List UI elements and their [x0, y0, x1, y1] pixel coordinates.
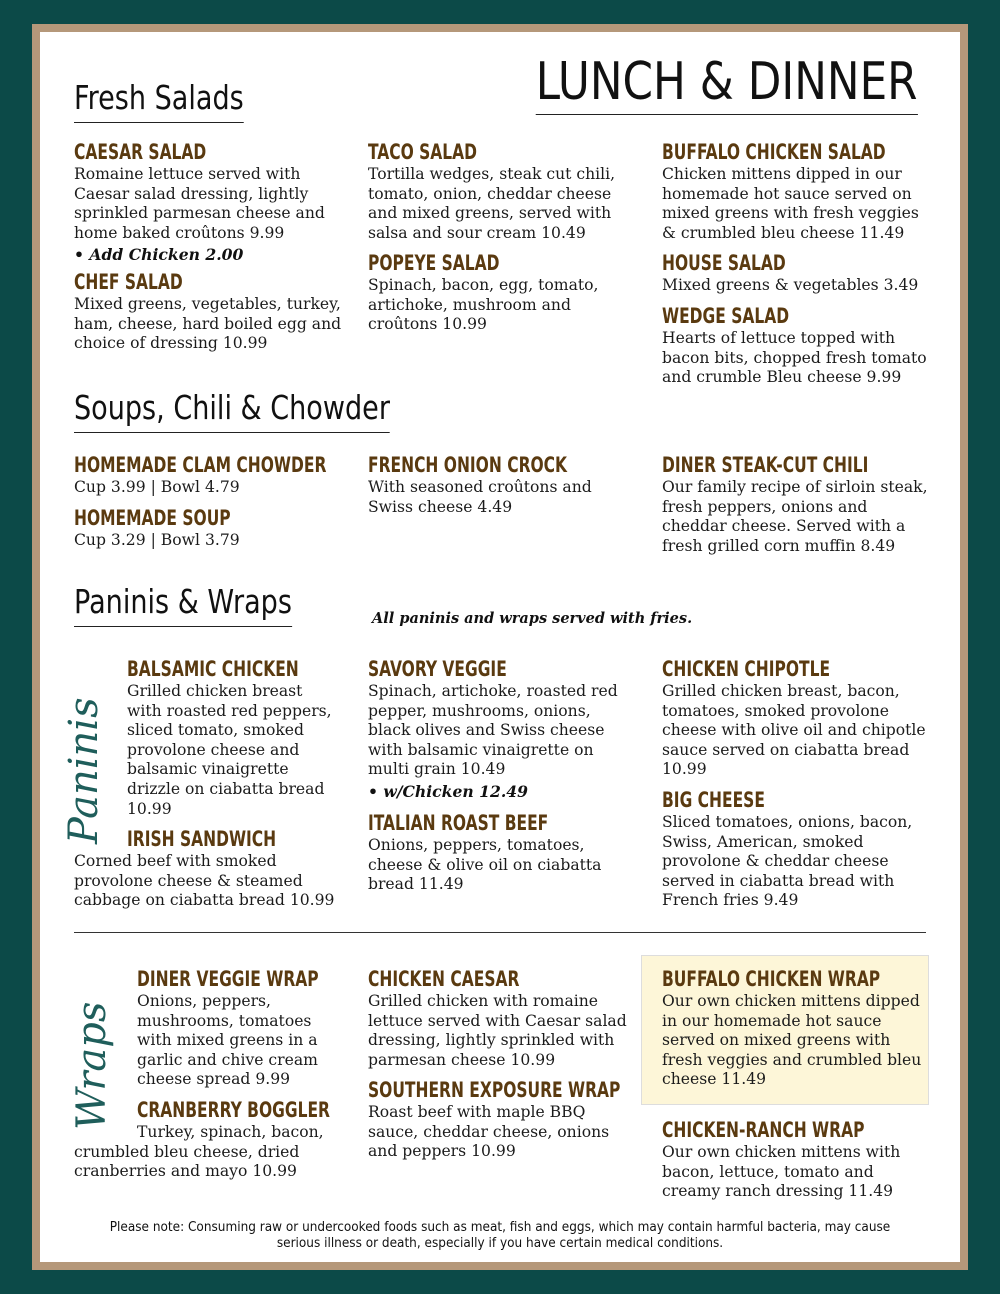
item-name: CAESAR SALAD	[74, 140, 207, 164]
menu-item	[127, 657, 342, 819]
menu-item	[368, 140, 636, 243]
served-with-note: All paninis and wraps served with fries.	[372, 610, 693, 627]
item-name: BIG CHEESE	[662, 788, 765, 812]
menu-item	[662, 1118, 936, 1202]
menu-item	[368, 657, 636, 802]
menu-item	[662, 140, 936, 243]
item-name: BUFFALO CHICKEN WRAP	[662, 967, 881, 991]
item-description: Cup 3.29 | Bowl 3.79	[74, 531, 240, 549]
item-name: WEDGE SALAD	[662, 304, 790, 328]
menu-item	[74, 270, 342, 354]
paninis-side-label: Paninis	[61, 697, 107, 844]
page-title: LUNCH & DINNER	[536, 52, 918, 115]
menu-item	[662, 453, 936, 556]
item-addon: • Add Chicken 2.00	[74, 245, 244, 265]
item-description: Onions, peppers, tomatoes, cheese & olive oil on ciabatta bread 11.49	[368, 836, 602, 894]
item-name: CHICKEN-RANCH WRAP	[662, 1118, 865, 1142]
menu-item	[662, 788, 936, 911]
item-description: Corned beef with smoked provolone cheese & steamed cabbage on ciabatta bread 10.99	[74, 852, 335, 910]
section-title-paninis: Paninis & Wraps	[74, 582, 292, 627]
item-name: SOUTHERN EXPOSURE WRAP	[368, 1078, 621, 1102]
item-name: POPEYE SALAD	[368, 251, 500, 275]
section-title-salads: Fresh Salads	[74, 78, 244, 123]
item-description: Spinach, bacon, egg, tomato, artichoke, mushroom and croûtons 10.99	[368, 276, 599, 334]
item-name: DINER VEGGIE WRAP	[137, 967, 319, 991]
item-description: Onions, peppers, mushrooms, tomatoes with mixed greens in a garlic and chive cream cheese spread 9.99	[137, 992, 318, 1089]
item-description: Grilled chicken with romaine lettuce served with Caesar salad dressing, lightly sprinkled with parmesan cheese 10.99	[368, 992, 627, 1069]
item-name: CRANBERRY BOGGLER	[137, 1098, 330, 1122]
item-description: Spinach, artichoke, roasted red pepper, mushrooms, onions, black olives and Swiss cheese with balsamic vinaigrette on multi grain 10.49	[368, 682, 618, 779]
item-name: BUFFALO CHICKEN SALAD	[662, 140, 886, 164]
section-title-soups: Soups, Chili & Chowder	[74, 388, 390, 433]
menu-item	[74, 453, 342, 498]
menu-item	[74, 827, 342, 911]
item-description: Our own chicken mittens dipped in our homemade hot sauce served on mixed greens with fresh veggies and crumbled bleu cheese 11.49	[662, 992, 922, 1089]
item-description: Our family recipe of sirloin steak, fresh peppers, onions and cheddar cheese. Served with a fresh grilled corn muffin 8.49	[662, 478, 928, 555]
item-description: Chicken mittens dipped in our homemade hot sauce served on mixed greens with fresh veggies & crumbled bleu cheese 11.49	[662, 165, 919, 242]
menu-item	[368, 811, 636, 895]
item-name: DINER STEAK-CUT CHILI	[662, 453, 869, 477]
item-description: Grilled chicken breast, bacon, tomatoes, smoked provolone cheese with olive oil and chipotle sauce served on ciabatta bread 10.99	[662, 682, 926, 779]
menu-item	[368, 251, 636, 335]
item-name: BALSAMIC CHICKEN	[127, 657, 299, 681]
menu-item	[368, 967, 636, 1070]
item-description: Turkey, spinach, bacon, crumbled bleu cheese, dried cranberries and mayo 10.99	[74, 1123, 324, 1181]
item-name: HOMEMADE CLAM CHOWDER	[74, 453, 327, 477]
menu-item	[662, 967, 924, 1090]
item-name: SAVORY VEGGIE	[368, 657, 507, 681]
item-description: Mixed greens & vegetables 3.49	[662, 276, 919, 294]
item-name: IRISH SANDWICH	[127, 827, 277, 851]
item-description: Sliced tomatoes, onions, bacon, Swiss, American, smoked provolone & cheddar cheese served in ciabatta bread with French fries 9.49	[662, 813, 913, 910]
item-description: Mixed greens, vegetables, turkey, ham, cheese, hard boiled egg and choice of dressing 10.99	[74, 295, 342, 353]
item-description: Hearts of lettuce topped with bacon bits, chopped fresh tomato and crumble Bleu cheese 9.99	[662, 329, 927, 387]
menu-item	[662, 657, 936, 780]
menu-item	[74, 506, 342, 551]
menu-item	[74, 1098, 342, 1182]
item-name: HOUSE SALAD	[662, 251, 786, 275]
item-description: Cup 3.99 | Bowl 4.79	[74, 478, 240, 496]
health-disclaimer: Please note: Consuming raw or undercooked foods such as meat, fish and eggs, which may contain harmful bacteria, may cause serious illness or death, especially if you have certain medical conditions.	[109, 1220, 891, 1251]
item-description: Romaine lettuce served with Caesar salad dressing, lightly sprinkled parmesan cheese and home baked croûtons 9.99	[74, 165, 325, 242]
menu-item	[662, 304, 936, 388]
item-description: With seasoned croûtons and Swiss cheese 4.49	[368, 478, 592, 516]
item-addon: • w/Chicken 12.49	[368, 781, 529, 801]
item-description: Tortilla wedges, steak cut chili, tomato, onion, cheddar cheese and mixed greens, served with salsa and sour cream 10.49	[368, 165, 616, 242]
menu-page	[40, 32, 960, 1262]
item-name: HOMEMADE SOUP	[74, 506, 231, 530]
item-name: CHEF SALAD	[74, 270, 183, 294]
item-name: TACO SALAD	[368, 140, 478, 164]
item-description: Roast beef with maple BBQ sauce, cheddar cheese, onions and peppers 10.99	[368, 1103, 610, 1161]
menu-item	[368, 1078, 636, 1162]
item-name: FRENCH ONION CROCK	[368, 453, 568, 477]
section-divider	[74, 932, 926, 933]
item-name: ITALIAN ROAST BEEF	[368, 811, 549, 835]
item-name: CHICKEN CAESAR	[368, 967, 520, 991]
menu-item	[137, 967, 347, 1090]
menu-item	[368, 453, 636, 517]
menu-item	[662, 251, 936, 296]
item-description: Grilled chicken breast with roasted red peppers, sliced tomato, smoked provolone cheese and balsamic vinaigrette drizzle on ciabatta bread 10.99	[127, 682, 332, 818]
item-name: CHICKEN CHIPOTLE	[662, 657, 831, 681]
item-description: Our own chicken mittens with bacon, lettuce, tomato and creamy ranch dressing 11.49	[662, 1143, 901, 1201]
wraps-side-label: Wraps	[69, 1001, 115, 1130]
menu-item	[74, 140, 342, 265]
